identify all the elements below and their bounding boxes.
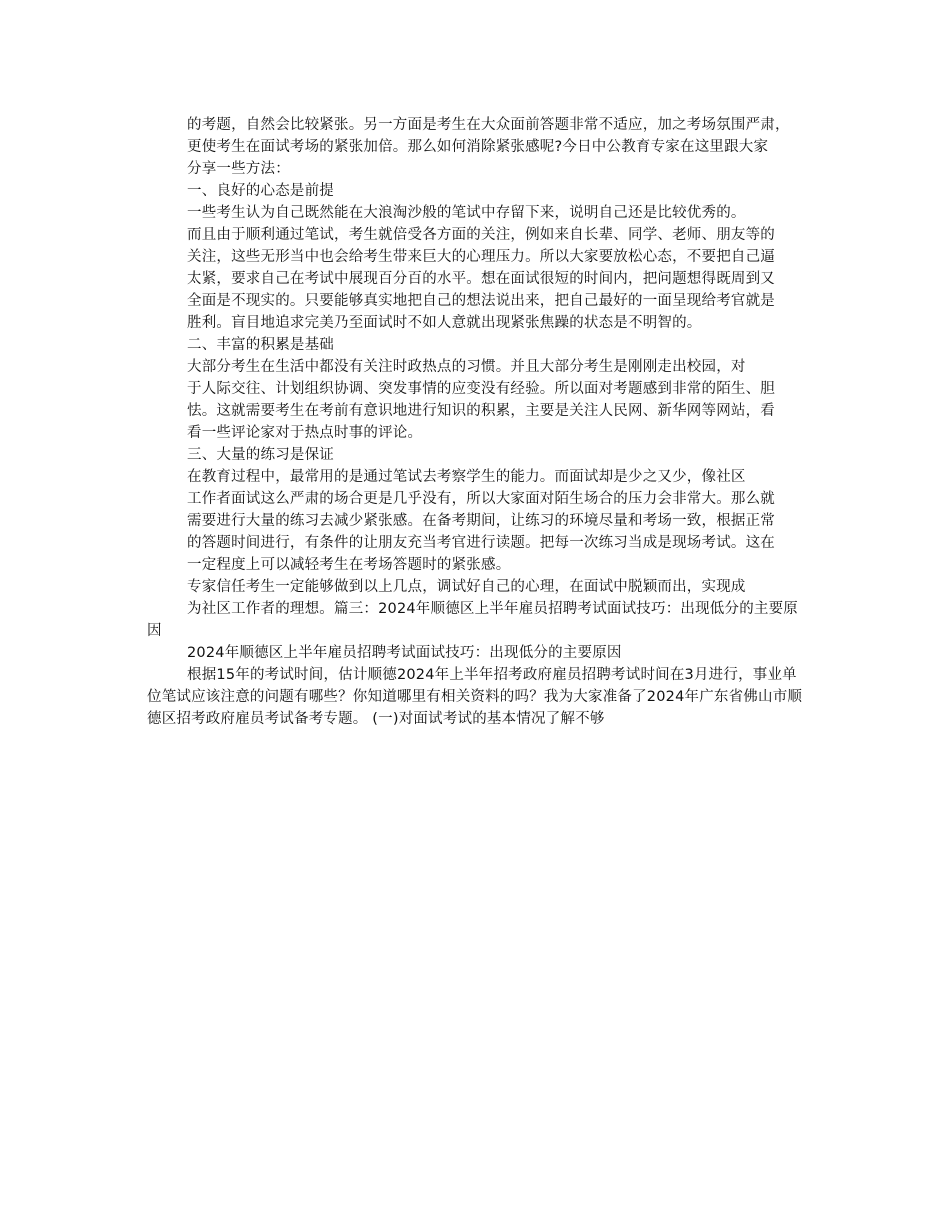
paragraph: 需要进行大量的练习去减少紧张感。在备考期间，让练习的环境尽量和考场一致，根据正常 [187,513,775,529]
paragraph: 看一些评论家对于热点时事的评论。 [187,425,423,441]
paragraph: 更使考生在面试考场的紧张加倍。那么如何消除紧张感呢?今日中公教育专家在这里跟大家 [187,139,769,155]
paragraph: 为社区工作者的理想。篇三：2024年顺德区上半年雇员招聘考试面试技巧：出现低分的主要原因 [147,601,798,639]
paragraph: 胜利。盲目地追求完美乃至面试时不如人意就出现紧张焦躁的状态是不明智的。 [187,315,702,331]
paragraph: 2024年顺德区上半年雇员招聘考试面试技巧：出现低分的主要原因 [187,645,622,661]
paragraph: 全面是不现实的。只要能够真实地把自己的想法说出来，把自己最好的一面呈现给考官就是 [187,293,775,309]
paragraph: 工作者面试这么严肃的场合更是几乎没有，所以大家面对陌生场合的压力会非常大。那么就 [187,491,775,507]
paragraph: 的考题，自然会比较紧张。另一方面是考生在大众面前答题非常不适应，加之考场氛围严肃， [187,117,790,133]
section-heading: 一、良好的心态是前提 [187,183,334,199]
section-heading: 二、丰富的积累是基础 [187,337,334,353]
paragraph: 的答题时间进行，有条件的让朋友充当考官进行读题。把每一次练习当成是现场考试。这在 [187,535,775,551]
paragraph: 关注，这些无形当中也会给考生带来巨大的心理压力。所以大家要放松心态，不要把自己逼 [187,249,775,265]
document-body [147,114,803,730]
paragraph: 而且由于顺利通过笔试，考生就倍受各方面的关注，例如来自长辈、同学、老师、朋友等的 [187,227,775,243]
paragraph: 在教育过程中，最常用的是通过笔试去考察学生的能力。而面试却是少之又少，像社区 [187,469,746,485]
paragraph: 大部分考生在生活中都没有关注时政热点的习惯。并且大部分考生是刚刚走出校园，对 [187,359,746,375]
paragraph: 太紧，要求自己在考试中展现百分百的水平。想在面试很短的时间内，把问题想得既周到又 [187,271,775,287]
paragraph: 一定程度上可以减轻考生在考场答题时的紧张感。 [187,557,511,573]
paragraph: 根据15年的考试时间，估计顺德2024年上半年招考政府雇员招聘考试时间在3月进行，事业单位笔试应该注意的问题有哪些？你知道哪里有相关资料的吗？我为大家准备了2024年广东省佛山市顺德区招考政府雇员考试备考专题。 (一)对面试考试的基本情况了解不够 [147,667,803,727]
paragraph: 怯。这就需要考生在考前有意识地进行知识的积累，主要是关注人民网、新华网等网站，看 [187,403,775,419]
paragraph: 于人际交往、计划组织协调、突发事情的应变没有经验。所以面对考题感到非常的陌生、胆 [187,381,775,397]
paragraph: 分享一些方法： [187,161,290,177]
paragraph: 专家信任考生一定能够做到以上几点，调试好自己的心理，在面试中脱颖而出，实现成 [187,579,746,595]
section-heading: 三、大量的练习是保证 [187,447,334,463]
paragraph: 一些考生认为自己既然能在大浪淘沙般的笔试中存留下来，说明自己还是比较优秀的。 [187,205,746,221]
